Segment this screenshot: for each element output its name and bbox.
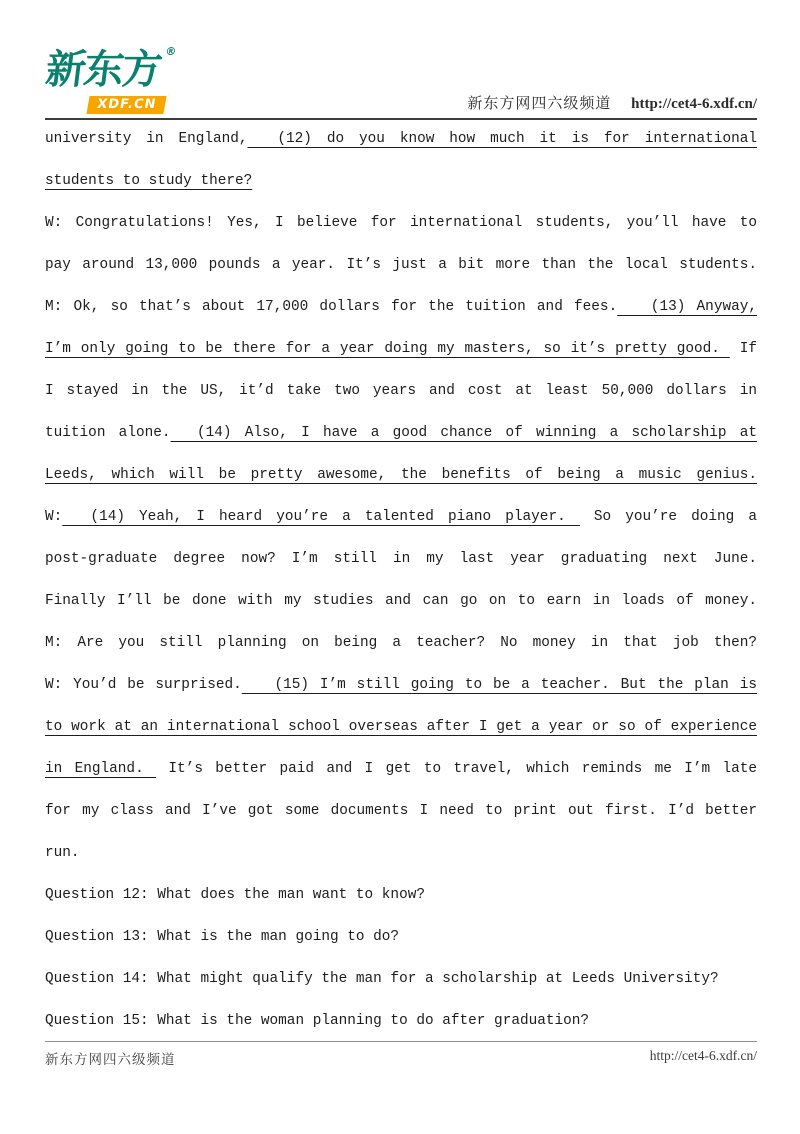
text-line <box>45 160 757 202</box>
text-line <box>45 790 757 832</box>
text-segment: Finally I’ll be done with my studies and can go on to earn in loads of money. <box>45 593 757 609</box>
text-segment: I stayed in the US, it’d take two years and cost at least 50,000 dollars in <box>45 383 757 399</box>
text-line <box>45 664 757 706</box>
text-line <box>45 622 757 664</box>
underlined-text-segment: (12) do you know how much it is for international <box>247 131 757 147</box>
text-segment: post-graduate degree now? I’m still in my last year graduating next June. <box>45 551 757 567</box>
text-segment: If <box>729 341 757 357</box>
underlined-text-segment: (14) Also, I have a good chance of winning a scholarship at <box>170 425 757 441</box>
underlined-text-segment: (14) Yeah, I heard you’re a talented piano player. <box>62 509 580 525</box>
underlined-text-segment: (15) I’m still going to be a teacher. But the plan is <box>241 677 757 693</box>
text-line <box>45 496 757 538</box>
text-line <box>45 328 757 370</box>
text-segment: M: Are you still planning on being a teacher? No money in that job then? <box>45 635 757 651</box>
text-segment: W: Congratulations! Yes, I believe for international students, you’ll have to <box>45 215 757 231</box>
text-segment: So you’re doing a <box>579 509 757 525</box>
text-line <box>45 706 757 748</box>
text-segment: pay around 13,000 pounds a year. It’s just a bit more than the local students. <box>45 257 757 273</box>
underlined-text-segment: in England. <box>45 761 157 777</box>
header-channel-label: 新东方网四六级频道 <box>467 96 612 112</box>
text-segment: Question 15: What is the woman planning to do after graduation? <box>45 1013 590 1029</box>
transcript-body <box>45 118 757 1042</box>
text-segment: W: You’d be surprised. <box>45 677 242 693</box>
xdf-domain-label: XDF.CN <box>95 97 158 112</box>
header-meta <box>45 92 757 113</box>
text-line <box>45 748 757 790</box>
underlined-text-segment: (13) Anyway, <box>617 299 757 315</box>
text-line <box>45 832 757 874</box>
text-line <box>45 874 757 916</box>
text-line <box>45 412 757 454</box>
brand-text <box>43 45 178 93</box>
text-segment: It’s better paid and I get to travel, which reminds me I’m late <box>156 761 757 777</box>
text-segment: tuition alone. <box>45 425 171 441</box>
text-line <box>45 244 757 286</box>
text-segment: Question 13: What is the man going to do? <box>45 929 400 945</box>
text-line <box>45 118 757 160</box>
underlined-text-segment: to work at an international school overseas after I get a year or so of experience <box>45 719 757 735</box>
text-line <box>45 286 757 328</box>
text-segment: W: <box>45 509 63 525</box>
text-segment: M: Ok, so that’s about 17,000 dollars for the tuition and fees. <box>45 299 618 315</box>
text-line <box>45 370 757 412</box>
text-line <box>45 538 757 580</box>
text-line <box>45 916 757 958</box>
text-segment: for my class and I’ve got some documents I need to print out first. I’d better <box>45 803 757 819</box>
text-line <box>45 454 757 496</box>
text-line <box>45 202 757 244</box>
footer-rule <box>45 1041 757 1042</box>
text-segment: Question 14: What might qualify the man for a scholarship at Leeds University? <box>45 971 719 987</box>
registered-mark-icon: ® <box>164 45 178 58</box>
header-url: http://cet4-6.xdf.cn/ <box>631 96 757 112</box>
underlined-text-segment: I’m only going to be there for a year doing my masters, so it’s pretty good. <box>45 341 730 357</box>
text-segment: Question 12: What does the man want to know? <box>45 887 425 903</box>
brand-characters: 新东方 <box>43 47 163 93</box>
text-line <box>45 1000 757 1042</box>
underlined-text-segment: Leeds, which will be pretty awesome, the benefits of being a music genius. <box>45 467 757 483</box>
underlined-text-segment: students to study there? <box>45 173 253 189</box>
text-segment: university in England, <box>45 131 248 147</box>
text-segment: run. <box>45 845 80 861</box>
text-line <box>45 580 757 622</box>
footer-channel-label: 新东方网四六级频道 <box>45 1052 176 1067</box>
text-line <box>45 958 757 1000</box>
footer-url: http://cet4-6.xdf.cn/ <box>649 1048 757 1063</box>
